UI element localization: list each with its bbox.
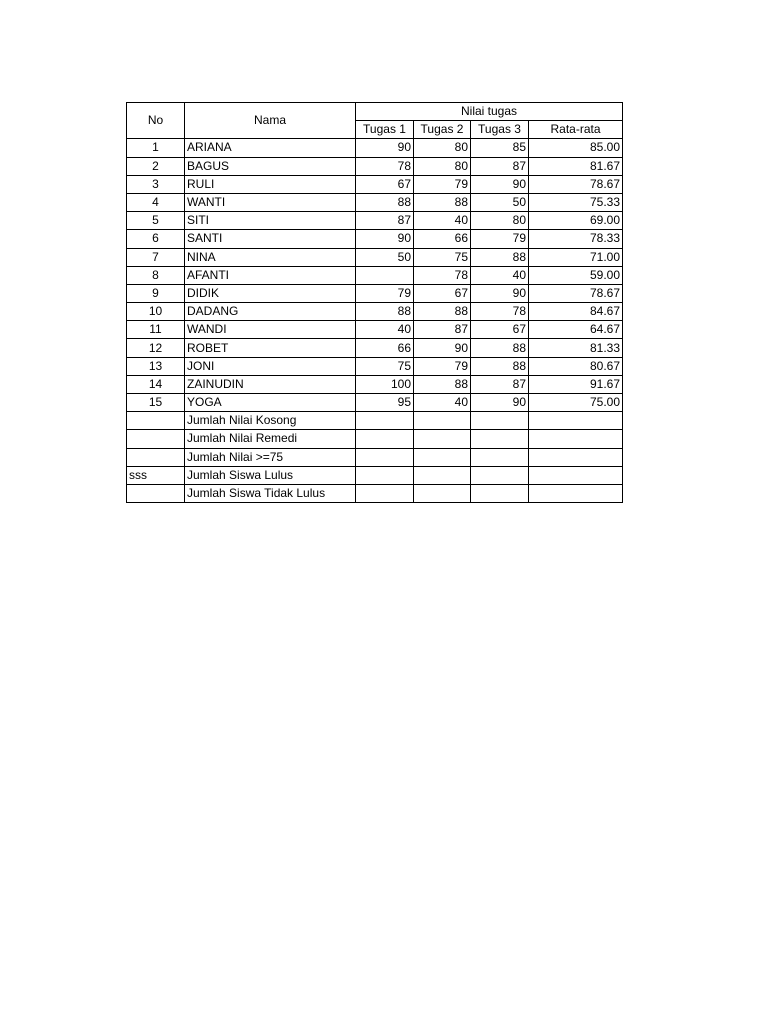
table-header	[127, 103, 623, 139]
cell-rata-rata: 85.00	[529, 139, 623, 157]
summary-no	[127, 412, 185, 430]
cell-rata-rata: 78.67	[529, 284, 623, 302]
cell-no: 9	[127, 284, 185, 302]
summary-empty-cell	[356, 412, 414, 430]
cell-nama: JONI	[185, 357, 356, 375]
cell-no: 1	[127, 139, 185, 157]
cell-nama: WANDI	[185, 321, 356, 339]
cell-rata-rata: 78.33	[529, 230, 623, 248]
cell-tugas-2: 88	[414, 193, 471, 211]
summary-empty-cell	[414, 448, 471, 466]
cell-tugas-3: 79	[471, 230, 529, 248]
summary-label: Jumlah Nilai Kosong	[185, 412, 356, 430]
cell-rata-rata: 64.67	[529, 321, 623, 339]
cell-tugas-2: 88	[414, 303, 471, 321]
summary-empty-cell	[529, 430, 623, 448]
cell-nama: NINA	[185, 248, 356, 266]
table-row	[127, 175, 623, 193]
cell-tugas-2: 79	[414, 357, 471, 375]
cell-nama: AFANTI	[185, 266, 356, 284]
summary-empty-cell	[471, 466, 529, 484]
cell-tugas-1: 87	[356, 212, 414, 230]
cell-no: 5	[127, 212, 185, 230]
summary-empty-cell	[471, 412, 529, 430]
cell-tugas-2: 40	[414, 212, 471, 230]
summary-empty-cell	[529, 448, 623, 466]
cell-tugas-2: 78	[414, 266, 471, 284]
cell-tugas-1: 79	[356, 284, 414, 302]
cell-rata-rata: 81.33	[529, 339, 623, 357]
table-row	[127, 266, 623, 284]
summary-body	[127, 412, 623, 503]
table-row	[127, 394, 623, 412]
header-nilai-tugas: Nilai tugas	[356, 103, 623, 121]
cell-rata-rata: 84.67	[529, 303, 623, 321]
cell-no: 2	[127, 157, 185, 175]
summary-no	[127, 484, 185, 502]
summary-row	[127, 430, 623, 448]
table-row	[127, 157, 623, 175]
header-tugas-3: Tugas 3	[471, 121, 529, 139]
cell-rata-rata: 75.00	[529, 394, 623, 412]
cell-tugas-1: 90	[356, 230, 414, 248]
cell-tugas-3: 78	[471, 303, 529, 321]
cell-nama: SANTI	[185, 230, 356, 248]
cell-tugas-1: 88	[356, 303, 414, 321]
cell-tugas-3: 67	[471, 321, 529, 339]
summary-label: Jumlah Nilai >=75	[185, 448, 356, 466]
cell-tugas-1	[356, 266, 414, 284]
summary-empty-cell	[414, 466, 471, 484]
table-row	[127, 248, 623, 266]
cell-tugas-3: 85	[471, 139, 529, 157]
summary-empty-cell	[356, 448, 414, 466]
cell-nama: ZAINUDIN	[185, 375, 356, 393]
summary-row	[127, 412, 623, 430]
cell-rata-rata: 59.00	[529, 266, 623, 284]
summary-no	[127, 448, 185, 466]
cell-nama: ARIANA	[185, 139, 356, 157]
cell-tugas-2: 75	[414, 248, 471, 266]
cell-tugas-1: 66	[356, 339, 414, 357]
cell-no: 6	[127, 230, 185, 248]
header-nama: Nama	[185, 103, 356, 139]
table-row	[127, 230, 623, 248]
summary-empty-cell	[414, 412, 471, 430]
cell-nama: DIDIK	[185, 284, 356, 302]
cell-tugas-1: 100	[356, 375, 414, 393]
cell-tugas-3: 90	[471, 175, 529, 193]
table-row	[127, 321, 623, 339]
grade-table	[126, 102, 623, 503]
cell-tugas-2: 40	[414, 394, 471, 412]
cell-tugas-2: 66	[414, 230, 471, 248]
summary-label: Jumlah Siswa Lulus	[185, 466, 356, 484]
cell-tugas-3: 90	[471, 284, 529, 302]
cell-rata-rata: 80.67	[529, 357, 623, 375]
header-no: No	[127, 103, 185, 139]
cell-tugas-1: 78	[356, 157, 414, 175]
summary-no	[127, 430, 185, 448]
cell-tugas-3: 88	[471, 248, 529, 266]
cell-tugas-2: 79	[414, 175, 471, 193]
summary-label: Jumlah Nilai Remedi	[185, 430, 356, 448]
cell-tugas-1: 90	[356, 139, 414, 157]
cell-nama: SITI	[185, 212, 356, 230]
cell-tugas-2: 90	[414, 339, 471, 357]
summary-row	[127, 484, 623, 502]
cell-tugas-3: 50	[471, 193, 529, 211]
cell-no: 13	[127, 357, 185, 375]
cell-rata-rata: 91.67	[529, 375, 623, 393]
summary-empty-cell	[414, 484, 471, 502]
cell-nama: RULI	[185, 175, 356, 193]
header-rata-rata: Rata-rata	[529, 121, 623, 139]
cell-no: 3	[127, 175, 185, 193]
cell-tugas-1: 95	[356, 394, 414, 412]
table-row	[127, 193, 623, 211]
table-row	[127, 357, 623, 375]
cell-rata-rata: 69.00	[529, 212, 623, 230]
summary-empty-cell	[471, 430, 529, 448]
summary-empty-cell	[529, 412, 623, 430]
table-row	[127, 375, 623, 393]
table-row	[127, 284, 623, 302]
summary-empty-cell	[529, 466, 623, 484]
cell-tugas-3: 40	[471, 266, 529, 284]
summary-label: Jumlah Siswa Tidak Lulus	[185, 484, 356, 502]
cell-tugas-2: 80	[414, 139, 471, 157]
cell-rata-rata: 75.33	[529, 193, 623, 211]
cell-rata-rata: 78.67	[529, 175, 623, 193]
summary-empty-cell	[471, 448, 529, 466]
table-row	[127, 303, 623, 321]
cell-nama: WANTI	[185, 193, 356, 211]
cell-tugas-3: 87	[471, 375, 529, 393]
cell-tugas-3: 87	[471, 157, 529, 175]
table-body	[127, 139, 623, 412]
summary-row	[127, 448, 623, 466]
cell-tugas-1: 67	[356, 175, 414, 193]
cell-nama: DADANG	[185, 303, 356, 321]
cell-tugas-2: 80	[414, 157, 471, 175]
cell-tugas-3: 88	[471, 339, 529, 357]
cell-tugas-1: 88	[356, 193, 414, 211]
cell-rata-rata: 71.00	[529, 248, 623, 266]
table-row	[127, 339, 623, 357]
cell-nama: BAGUS	[185, 157, 356, 175]
cell-tugas-3: 88	[471, 357, 529, 375]
cell-no: 11	[127, 321, 185, 339]
cell-nama: YOGA	[185, 394, 356, 412]
cell-nama: ROBET	[185, 339, 356, 357]
cell-tugas-1: 50	[356, 248, 414, 266]
cell-tugas-2: 88	[414, 375, 471, 393]
table-row	[127, 139, 623, 157]
cell-tugas-2: 87	[414, 321, 471, 339]
summary-empty-cell	[529, 484, 623, 502]
summary-empty-cell	[356, 466, 414, 484]
cell-tugas-2: 67	[414, 284, 471, 302]
summary-empty-cell	[356, 484, 414, 502]
cell-no: 10	[127, 303, 185, 321]
cell-tugas-1: 40	[356, 321, 414, 339]
cell-tugas-3: 80	[471, 212, 529, 230]
cell-no: 7	[127, 248, 185, 266]
summary-row	[127, 466, 623, 484]
summary-no: sss	[127, 466, 185, 484]
cell-tugas-1: 75	[356, 357, 414, 375]
header-tugas-1: Tugas 1	[356, 121, 414, 139]
cell-no: 14	[127, 375, 185, 393]
cell-rata-rata: 81.67	[529, 157, 623, 175]
cell-no: 8	[127, 266, 185, 284]
cell-no: 12	[127, 339, 185, 357]
summary-empty-cell	[471, 484, 529, 502]
header-tugas-2: Tugas 2	[414, 121, 471, 139]
cell-no: 15	[127, 394, 185, 412]
cell-tugas-3: 90	[471, 394, 529, 412]
cell-no: 4	[127, 193, 185, 211]
table-row	[127, 212, 623, 230]
summary-empty-cell	[414, 430, 471, 448]
summary-empty-cell	[356, 430, 414, 448]
